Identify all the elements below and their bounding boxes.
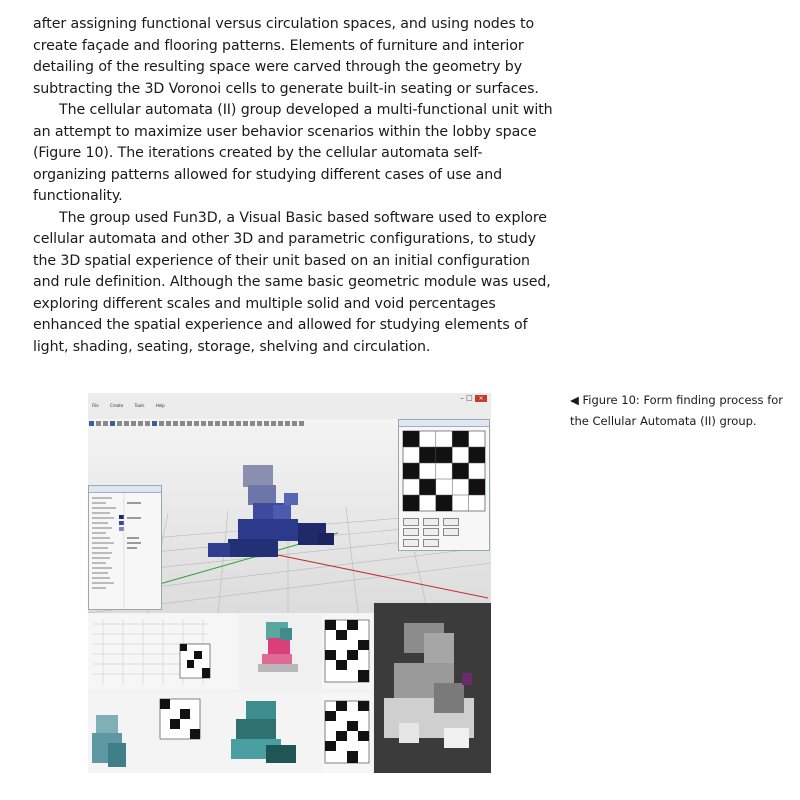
thumb-rendered-model — [374, 603, 491, 773]
ca-controls-row-1 — [403, 518, 462, 527]
tool-icon[interactable] — [96, 421, 101, 426]
tool-icon[interactable] — [194, 421, 199, 426]
tool-icon[interactable] — [152, 421, 157, 426]
thumb-ca-grid-1 — [322, 614, 372, 689]
tool-icon[interactable] — [243, 421, 248, 426]
ca-controls-row-2 — [403, 528, 462, 537]
thumb-teal-model — [88, 693, 206, 773]
figure-caption — [570, 390, 785, 431]
rule-max-stepper[interactable] — [443, 528, 459, 536]
maximize-icon[interactable]: □ — [466, 394, 473, 402]
rule-min-stepper[interactable] — [423, 528, 439, 536]
tool-icon[interactable] — [103, 421, 108, 426]
tool-icon[interactable] — [173, 421, 178, 426]
menu-create[interactable]: Create — [109, 403, 124, 408]
ca-grid[interactable] — [399, 427, 489, 515]
tool-icon[interactable] — [89, 421, 94, 426]
tool-icon[interactable] — [285, 421, 290, 426]
tool-icon[interactable] — [145, 421, 150, 426]
tool-icon[interactable] — [201, 421, 206, 426]
tool-icon[interactable] — [187, 421, 192, 426]
tool-icon[interactable] — [278, 421, 283, 426]
tool-icon[interactable] — [159, 421, 164, 426]
menu-help[interactable]: Help — [155, 403, 165, 408]
thumb-teal-sculpture — [206, 693, 324, 773]
minimize-icon[interactable]: – — [460, 394, 464, 402]
tool-icon[interactable] — [138, 421, 143, 426]
menu-file[interactable]: File — [92, 403, 99, 408]
columns-stepper[interactable] — [423, 518, 439, 526]
caption-marker-icon: ◀ — [570, 393, 579, 407]
paragraph-1: after assigning functional versus circulation spaces, and using nodes to create façade and flooring patterns. Elements of furniture and interior detailing of the resulting space were carved through the geometry by subtracting the 3D Voronoi cells to generate built-in seating or surfaces. — [33, 16, 539, 97]
tool-icon[interactable] — [271, 421, 276, 426]
tool-icon[interactable] — [124, 421, 129, 426]
tool-icon[interactable] — [236, 421, 241, 426]
window-controls — [460, 394, 487, 402]
ca-editor-window — [398, 419, 490, 551]
close-icon[interactable]: × — [475, 395, 487, 402]
body-text — [33, 14, 553, 358]
tool-icon[interactable] — [208, 421, 213, 426]
menu-bar — [88, 403, 491, 411]
tool-icon[interactable] — [180, 421, 185, 426]
toolbar — [88, 411, 491, 419]
menu-tools[interactable]: Tools — [134, 403, 145, 408]
properties-list — [89, 493, 161, 609]
figure-10 — [88, 393, 491, 773]
tool-icon[interactable] — [299, 421, 304, 426]
caption-text: Figure 10: Form finding process for the Cellular Automata (II) group. — [570, 393, 784, 428]
rows-stepper[interactable] — [403, 518, 419, 526]
tool-icon[interactable] — [166, 421, 171, 426]
paragraph-3: The group used Fun3D, a Visual Basic based software used to explore cellular automata and other 3D and parametric configurations, to study the 3D spatial experience of their unit based on an initial configuration and rule definition. Although the same basic geometric module was used, exploring different scales and multiple solid and void percentages enhanced the spatial experience and allowed for studying elements of light, shading, seating, storage, shelving and circulation. — [33, 209, 551, 355]
tool-icon[interactable] — [117, 421, 122, 426]
tool-icon[interactable] — [131, 421, 136, 426]
tool-icon[interactable] — [257, 421, 262, 426]
tool-icon[interactable] — [110, 421, 115, 426]
rule-stepper[interactable] — [403, 528, 419, 536]
properties-panel-header — [89, 486, 161, 493]
ca-controls-row-3 — [403, 539, 442, 548]
thumb-grid-view — [88, 614, 238, 689]
tool-icon[interactable] — [264, 421, 269, 426]
clear-button[interactable] — [403, 539, 419, 547]
tool-icon[interactable] — [215, 421, 220, 426]
tool-icon[interactable] — [222, 421, 227, 426]
levels-stepper[interactable] — [443, 518, 459, 526]
thumb-pink-model — [240, 614, 322, 689]
ca-editor-header — [399, 420, 489, 427]
paragraph-2: The cellular automata (II) group developed a multi-functional unit with an attempt to maximize user behavior scenarios within the lobby space (Figure 10). The iterations created by the cellular automata self-organizing patterns allowed for studying different cases of use and functionality. — [33, 102, 553, 204]
tool-icon[interactable] — [229, 421, 234, 426]
tool-icon[interactable] — [250, 421, 255, 426]
tool-icon[interactable] — [292, 421, 297, 426]
properties-panel — [88, 485, 162, 610]
thumb-ca-grid-2 — [322, 693, 372, 773]
generate-3d-button[interactable] — [423, 539, 439, 547]
fun3d-screenshot — [88, 393, 491, 613]
